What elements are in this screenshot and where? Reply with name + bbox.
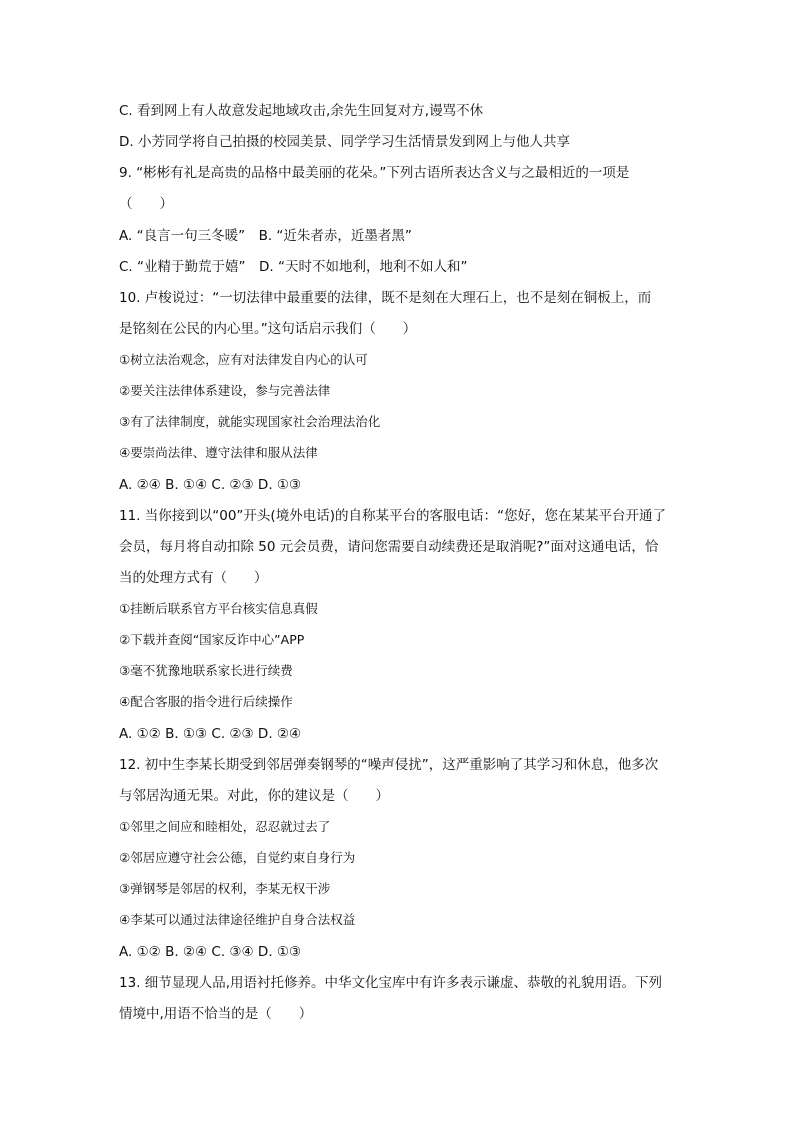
q11-answer-options: A. ①② B. ①③ C. ②③ D. ②④ [119, 726, 302, 742]
q10-stem-line-1: 10. 卢梭说过：“一切法律中最重要的法律，既不是刻在大理石上，也不是刻在铜板上，而 [119, 290, 652, 306]
q10-answer-options: A. ②④ B. ①④ C. ②③ D. ①③ [119, 477, 302, 493]
q11-statement-1: ①挂断后联系官方平台核实信息真假 [119, 601, 318, 616]
q10-stem-line-2: 是铭刻在公民的内心里。”这句话启示我们（ ） [119, 321, 417, 337]
q11-statement-3: ③毫不犹豫地联系家长进行续费 [119, 663, 293, 678]
q11-stem-line-2: 会员，每月将自动扣除 50 元会员费，请问您需要自动续费还是取消呢?”面对这通电话，恰 [119, 539, 659, 555]
q12-statement-4: ④李某可以通过法律途径维护自身合法权益 [119, 912, 356, 927]
q12-statement-1: ①邻里之间应和睦相处，忍忍就过去了 [119, 819, 331, 834]
q10-statement-2: ②要关注法律体系建设，参与完善法律 [119, 383, 331, 398]
q12-statement-3: ③弹钢琴是邻居的权利，李某无权干涉 [119, 881, 331, 896]
q11-statement-2: ②下载并查阅“国家反诈中心”APP [119, 632, 305, 647]
q12-statement-2: ②邻居应遵守社会公德，自觉约束自身行为 [119, 850, 356, 865]
q11-stem-line-1: 11. 当你接到以“00”开头(境外电话)的自称某平台的客服电话：“您好，您在某某平台开通了 [119, 508, 666, 524]
q8-option-d: D. 小芳同学将自己拍摄的校园美景、同学学习生活情景发到网上与他人共享 [119, 134, 570, 150]
q9-options-cd: C. “业精于勤荒于嬉” D. “天时不如地利，地利不如人和” [119, 259, 468, 275]
q9-stem-line-1: 9. “彬彬有礼是高贵的品格中最美丽的花朵。”下列古语所表达含义与之最相近的一项是 [119, 165, 630, 181]
q9-stem-line-2: （ ） [119, 196, 173, 212]
q10-statement-4: ④要崇尚法律、遵守法律和服从法律 [119, 445, 318, 460]
q9-options-ab: A. “良言一句三冬暖” B. “近朱者赤，近墨者黑” [119, 228, 412, 244]
q8-option-c: C. 看到网上有人故意发起地域攻击,余先生回复对方,谩骂不休 [119, 103, 484, 119]
q12-answer-options: A. ①② B. ②④ C. ③④ D. ①③ [119, 944, 302, 960]
q12-stem-line-2: 与邻居沟通无果。对此，你的建议是（ ） [119, 788, 389, 804]
q11-statement-4: ④配合客服的指令进行后续操作 [119, 694, 293, 709]
q12-stem-line-1: 12. 初中生李某长期受到邻居弹奏钢琴的“噪声侵扰”，这严重影响了其学习和休息，他多次 [119, 757, 659, 773]
q10-statement-3: ③有了法律制度，就能实现国家社会治理法治化 [119, 414, 381, 429]
q10-statement-1: ①树立法治观念，应有对法律发自内心的认可 [119, 352, 368, 367]
q11-stem-line-3: 当的处理方式有（ ） [119, 570, 268, 586]
q13-stem-line-2: 情境中,用语不恰当的是（ ） [119, 1006, 313, 1022]
q13-stem-line-1: 13. 细节显现人品,用语衬托修养。中华文化宝库中有许多表示谦虚、恭敬的礼貌用语。下列 [119, 975, 663, 991]
